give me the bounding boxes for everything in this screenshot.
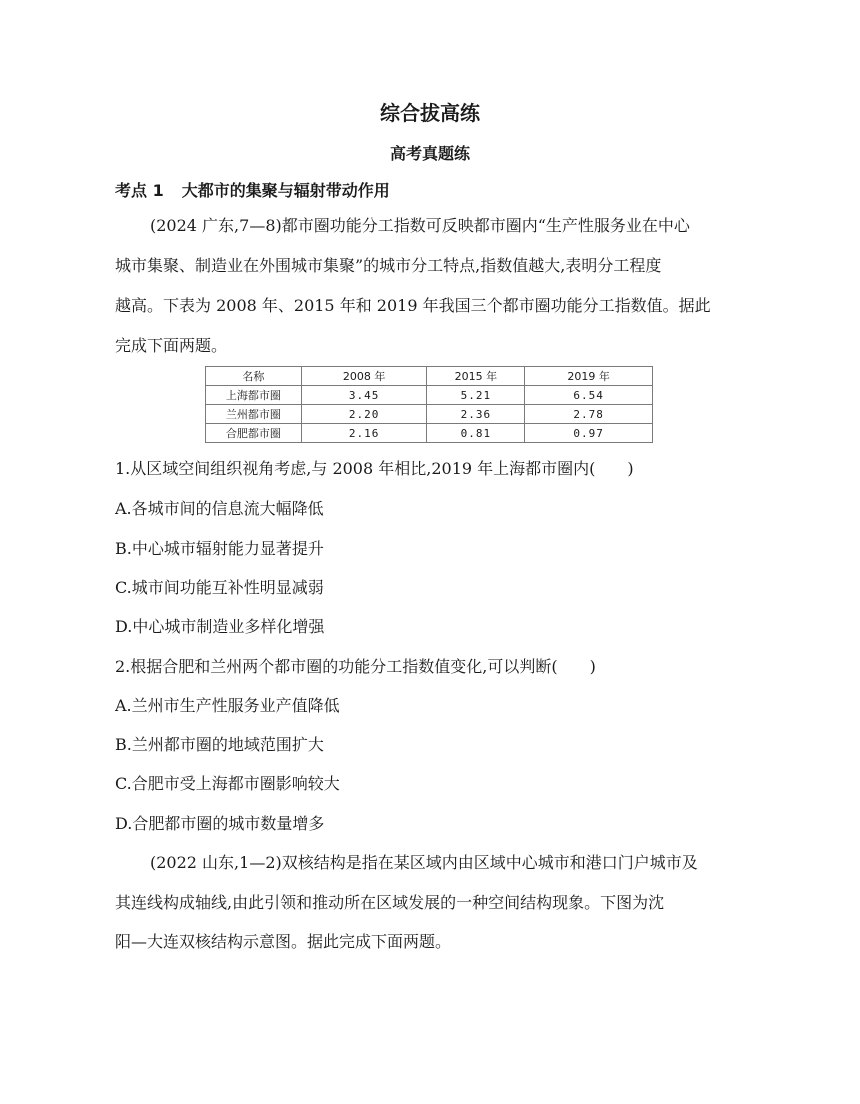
- intro2-line-1: (2022 山东,1—2)双核结构是指在某区域内由区域中心城市和港口门户城市及: [150, 853, 698, 872]
- table-row: [206, 386, 653, 405]
- intro1-line-4: 完成下面两题。: [115, 336, 228, 355]
- page-subtitle: 高考真题练: [389, 144, 470, 163]
- table-cell: 5.21: [427, 386, 525, 405]
- question-2-option-b: B.兰州都市圈的地域范围扩大: [115, 735, 324, 754]
- table-cell: 3.45: [301, 386, 427, 405]
- question-1-option-a: A.各城市间的信息流大幅降低: [115, 499, 324, 518]
- table-cell: 2.20: [301, 405, 427, 424]
- question-1-option-c: C.城市间功能互补性明显减弱: [115, 578, 324, 597]
- table-header-cell: 名称: [206, 367, 302, 386]
- table-cell: 兰州都市圈: [206, 405, 302, 424]
- section-heading: [115, 178, 390, 201]
- table-cell: 上海都市圈: [206, 386, 302, 405]
- table-header-cell: 2015 年: [427, 367, 525, 386]
- section-text: 大都市的集聚与辐射带动作用: [181, 181, 390, 200]
- table-cell: 合肥都市圈: [206, 424, 302, 443]
- index-table: [205, 366, 653, 443]
- intro1-line-2: 城市集聚、制造业在外围城市集聚”的城市分工特点,指数值越大,表明分工程度: [115, 256, 662, 275]
- table-cell: 0.81: [427, 424, 525, 443]
- question-1-option-d: D.中心城市制造业多样化增强: [115, 617, 325, 636]
- intro2-line-3: 阳—大连双核结构示意图。据此完成下面两题。: [115, 932, 452, 951]
- table-row: [206, 424, 653, 443]
- table-row: [206, 405, 653, 424]
- table-cell: 2.36: [427, 405, 525, 424]
- table-cell: 0.97: [525, 424, 653, 443]
- question-1-option-b: B.中心城市辐射能力显著提升: [115, 539, 324, 558]
- table-cell: 6.54: [525, 386, 653, 405]
- table-cell: 2.16: [301, 424, 427, 443]
- intro2-line-2: 其连线构成轴线,由此引领和推动所在区域发展的一种空间结构现象。下图为沈: [115, 893, 665, 912]
- table-header-cell: 2008 年: [301, 367, 427, 386]
- intro1-line-3: 越高。下表为 2008 年、2015 年和 2019 年我国三个都市圈功能分工指数值。据此: [115, 296, 711, 315]
- page-title: 综合拔高练: [380, 101, 480, 125]
- question-1-stem: 1.从区域空间组织视角考虑,与 2008 年相比,2019 年上海都市圈内( ): [115, 459, 634, 478]
- table-header-row: [206, 367, 653, 386]
- table-header-cell: 2019 年: [525, 367, 653, 386]
- section-label: 考点 1: [115, 181, 164, 200]
- intro1-line-1: (2024 广东,7—8)都市圈功能分工指数可反映都市圈内“生产性服务业在中心: [150, 216, 690, 235]
- question-2-stem: 2.根据合肥和兰州两个都市圈的功能分工指数值变化,可以判断( ): [115, 657, 596, 676]
- table-cell: 2.78: [525, 405, 653, 424]
- question-2-option-c: C.合肥市受上海都市圈影响较大: [115, 774, 340, 793]
- question-2-option-a: A.兰州市生产性服务业产值降低: [115, 696, 340, 715]
- question-2-option-d: D.合肥都市圈的城市数量增多: [115, 814, 325, 833]
